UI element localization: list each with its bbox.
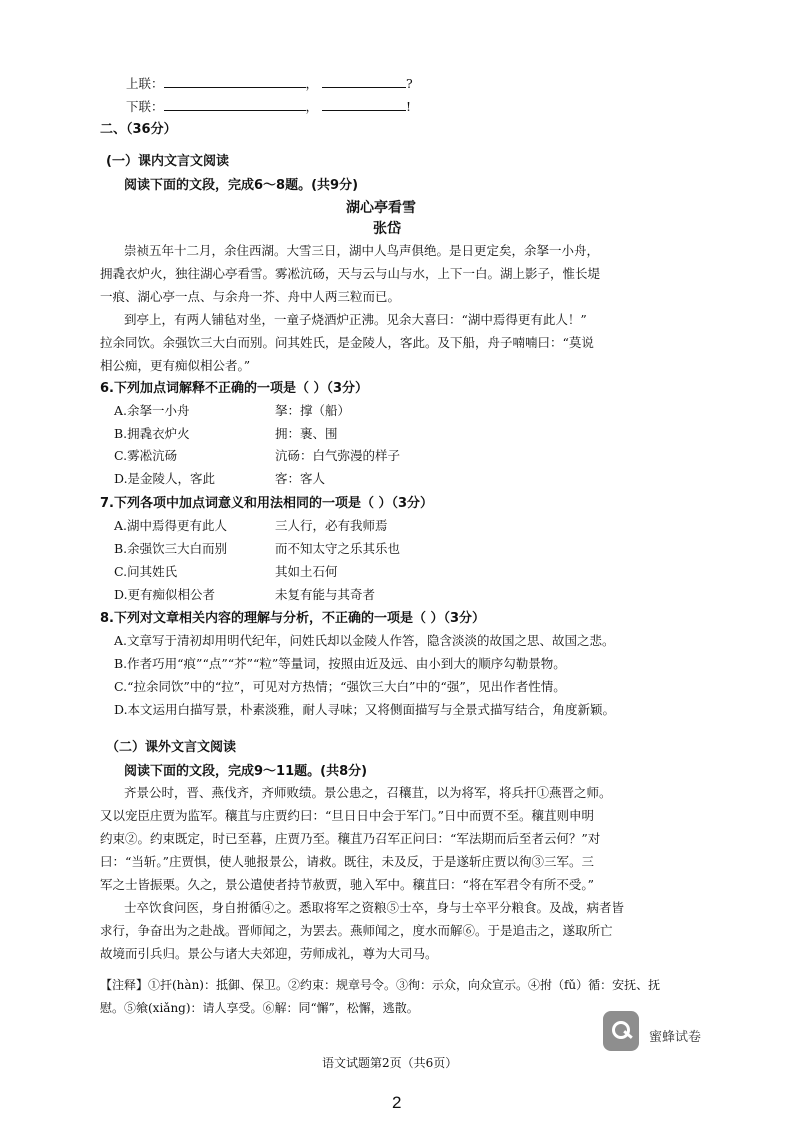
- q7-option-left: A.湖中焉得更有此人: [114, 518, 228, 533]
- q7-option-left: D.更有痴似相公者: [114, 587, 216, 602]
- passage2-line: 又以宠臣庄贾为监军。穰苴与庄贾约曰：“旦日日中会于军门。”日中而贾不至。穰苴则申明: [100, 808, 595, 823]
- passage2-line: 齐景公时，晋、燕伐齐，齐师败绩。景公患之，召穰苴，以为将军，将兵扞①燕晋之师。: [124, 785, 612, 800]
- part1-heading: (一）课内文言文阅读: [106, 154, 229, 169]
- q7-option-left: C.问其姓氏: [114, 564, 178, 579]
- couplet-upper-blank-1[interactable]: [164, 74, 306, 88]
- annotation-notes-2: 慰。⑤飨(xiǎng)：请人享受。⑥解：同“懈”，松懈，逃散。: [100, 1001, 419, 1015]
- couplet-lower-line: [126, 97, 411, 115]
- passage2-line: 求行，争奋出为之赴战。晋师闻之，为罢去。燕师闻之，度水而解⑥。于是追击之，遂取所亡: [100, 923, 613, 938]
- couplet-lower-blank-2[interactable]: [322, 97, 406, 111]
- couplet-lower-blank-1[interactable]: [164, 97, 306, 111]
- q7-option-right: 未复有能与其奇者: [275, 587, 376, 602]
- q7-option-right: 三人行，必有我师焉: [275, 518, 388, 533]
- part2-instruction: 阅读下面的文段，完成9～11题。(共8分): [124, 764, 368, 779]
- passage1-line: 拥毳衣炉火，独往湖心亭看雪。雾凇沆砀，天与云与山与水，上下一白。湖上影子，惟长堤: [100, 266, 601, 281]
- passage2-line: 约束②。约束既定，时已至暮，庄贾乃至。穰苴乃召军正问曰：“军法期而后至者云何？”对: [100, 831, 601, 846]
- part2-heading: （二）课外文言文阅读: [106, 740, 237, 755]
- couplet-upper-label: 上联：: [126, 76, 164, 91]
- q6-option-left: D.是金陵人，客此: [114, 471, 216, 486]
- q8-option: D.本文运用白描写景，朴素淡雅，耐人寻味；又将侧面描写与全景式描写结合，角度新颖。: [114, 702, 616, 717]
- passage2-line: 曰：“当斩。”庄贾惧，使人驰报景公，请救。既往，未及反，于是遂斩庄贾以徇③三军。三: [100, 854, 595, 869]
- q8-option: B.作者巧用“痕”“点”“芥”“粒”等量词，按照由近及远、由小到大的顺序勾勒景物。: [114, 656, 566, 671]
- brand-watermark: 蜜蜂试卷: [649, 1030, 702, 1045]
- couplet-lower-end: !: [406, 99, 412, 114]
- passage1-line: 拉余同饮。余强饮三大白而别。问其姓氏，是金陵人，客此。及下船，舟子喃喃曰：“莫说: [100, 335, 594, 350]
- page-footer-label: 语文试题第2页（共6页）: [322, 1056, 458, 1070]
- question-8-stem: 8.下列对文章相关内容的理解与分析，不正确的一项是（ ）（3分）: [100, 611, 486, 626]
- couplet-upper-end: ?: [406, 76, 413, 91]
- passage1-line: 相公痴，更有痴似相公者。”: [100, 358, 251, 373]
- q8-option: A.文章写于清初却用明代纪年，问姓氏却以金陵人作答，隐含淡淡的故国之思、故国之悲。: [114, 633, 615, 648]
- passage-title: 湖心亭看雪: [346, 200, 416, 216]
- q6-option-right: 沆砀：白气弥漫的样子: [275, 448, 401, 463]
- passage1-line: 一痕、湖心亭一点、与余舟一芥、舟中人两三粒而已。: [100, 289, 401, 304]
- brand-logo-icon: [603, 1011, 639, 1051]
- q6-option-left: C.雾凇沆砀: [114, 448, 178, 463]
- passage1-line: 到亭上，有两人铺毡对坐，一童子烧酒炉正沸。见余大喜曰：“湖中焉得更有此人！”: [124, 312, 587, 327]
- part1-instruction: 阅读下面的文段，完成6～8题。(共9分): [124, 178, 359, 193]
- question-6-stem: 6.下列加点词解释不正确的一项是（ ）（3分）: [100, 381, 369, 396]
- section2-heading: 二、（36分）: [100, 122, 177, 137]
- couplet-upper-line: [126, 74, 413, 92]
- annotation-notes-1: 【注释】①扞(hàn)：抵御、保卫。②约束：规章号令。③徇：示众，向众宣示。④拊（fǔ）循：安抚、抚: [100, 978, 661, 992]
- question-7-stem: 7.下列各项中加点词意义和用法相同的一项是（ ）（3分）: [100, 496, 434, 511]
- couplet-lower-comma: ，: [305, 99, 319, 114]
- q6-option-left: B.拥毳衣炉火: [114, 426, 190, 441]
- q7-option-right: 而不知太守之乐其乐也: [275, 541, 401, 556]
- q6-option-right: 拥：裹、围: [275, 426, 338, 441]
- q6-option-left: A.余拏一小舟: [114, 403, 190, 418]
- passage2-line: 故境而引兵归。景公与诸大夫郊迎，劳师成礼，尊为大司马。: [100, 946, 438, 961]
- passage2-line: 士卒饮食问医，身自拊循④之。悉取将军之资粮⑤士卒，身与士卒平分粮食。及战，病者皆: [124, 900, 625, 915]
- passage1-line: 崇祯五年十二月，余住西湖。大雪三日，湖中人鸟声俱绝。是日更定矣，余拏一小舟，: [124, 243, 600, 258]
- passage-author: 张岱: [373, 221, 401, 237]
- page-number: 2: [392, 1093, 402, 1112]
- passage2-line: 军之士皆振栗。久之，景公遣使者持节赦贾，驰入军中。穰苴曰：“将在军君令有所不受。”: [100, 877, 595, 892]
- q6-option-right: 拏：撑（船）: [275, 403, 351, 418]
- q7-option-left: B.余强饮三大白而别: [114, 541, 228, 556]
- q6-option-right: 客：客人: [275, 471, 326, 486]
- q8-option: C.“拉余同饮”中的“拉”，可见对方热情；“强饮三大白”中的“强”，见出作者性情。: [114, 679, 566, 694]
- couplet-upper-comma: ，: [305, 76, 319, 91]
- couplet-lower-label: 下联：: [126, 99, 164, 114]
- couplet-upper-blank-2[interactable]: [322, 74, 406, 88]
- q7-option-right: 其如土石何: [275, 564, 338, 579]
